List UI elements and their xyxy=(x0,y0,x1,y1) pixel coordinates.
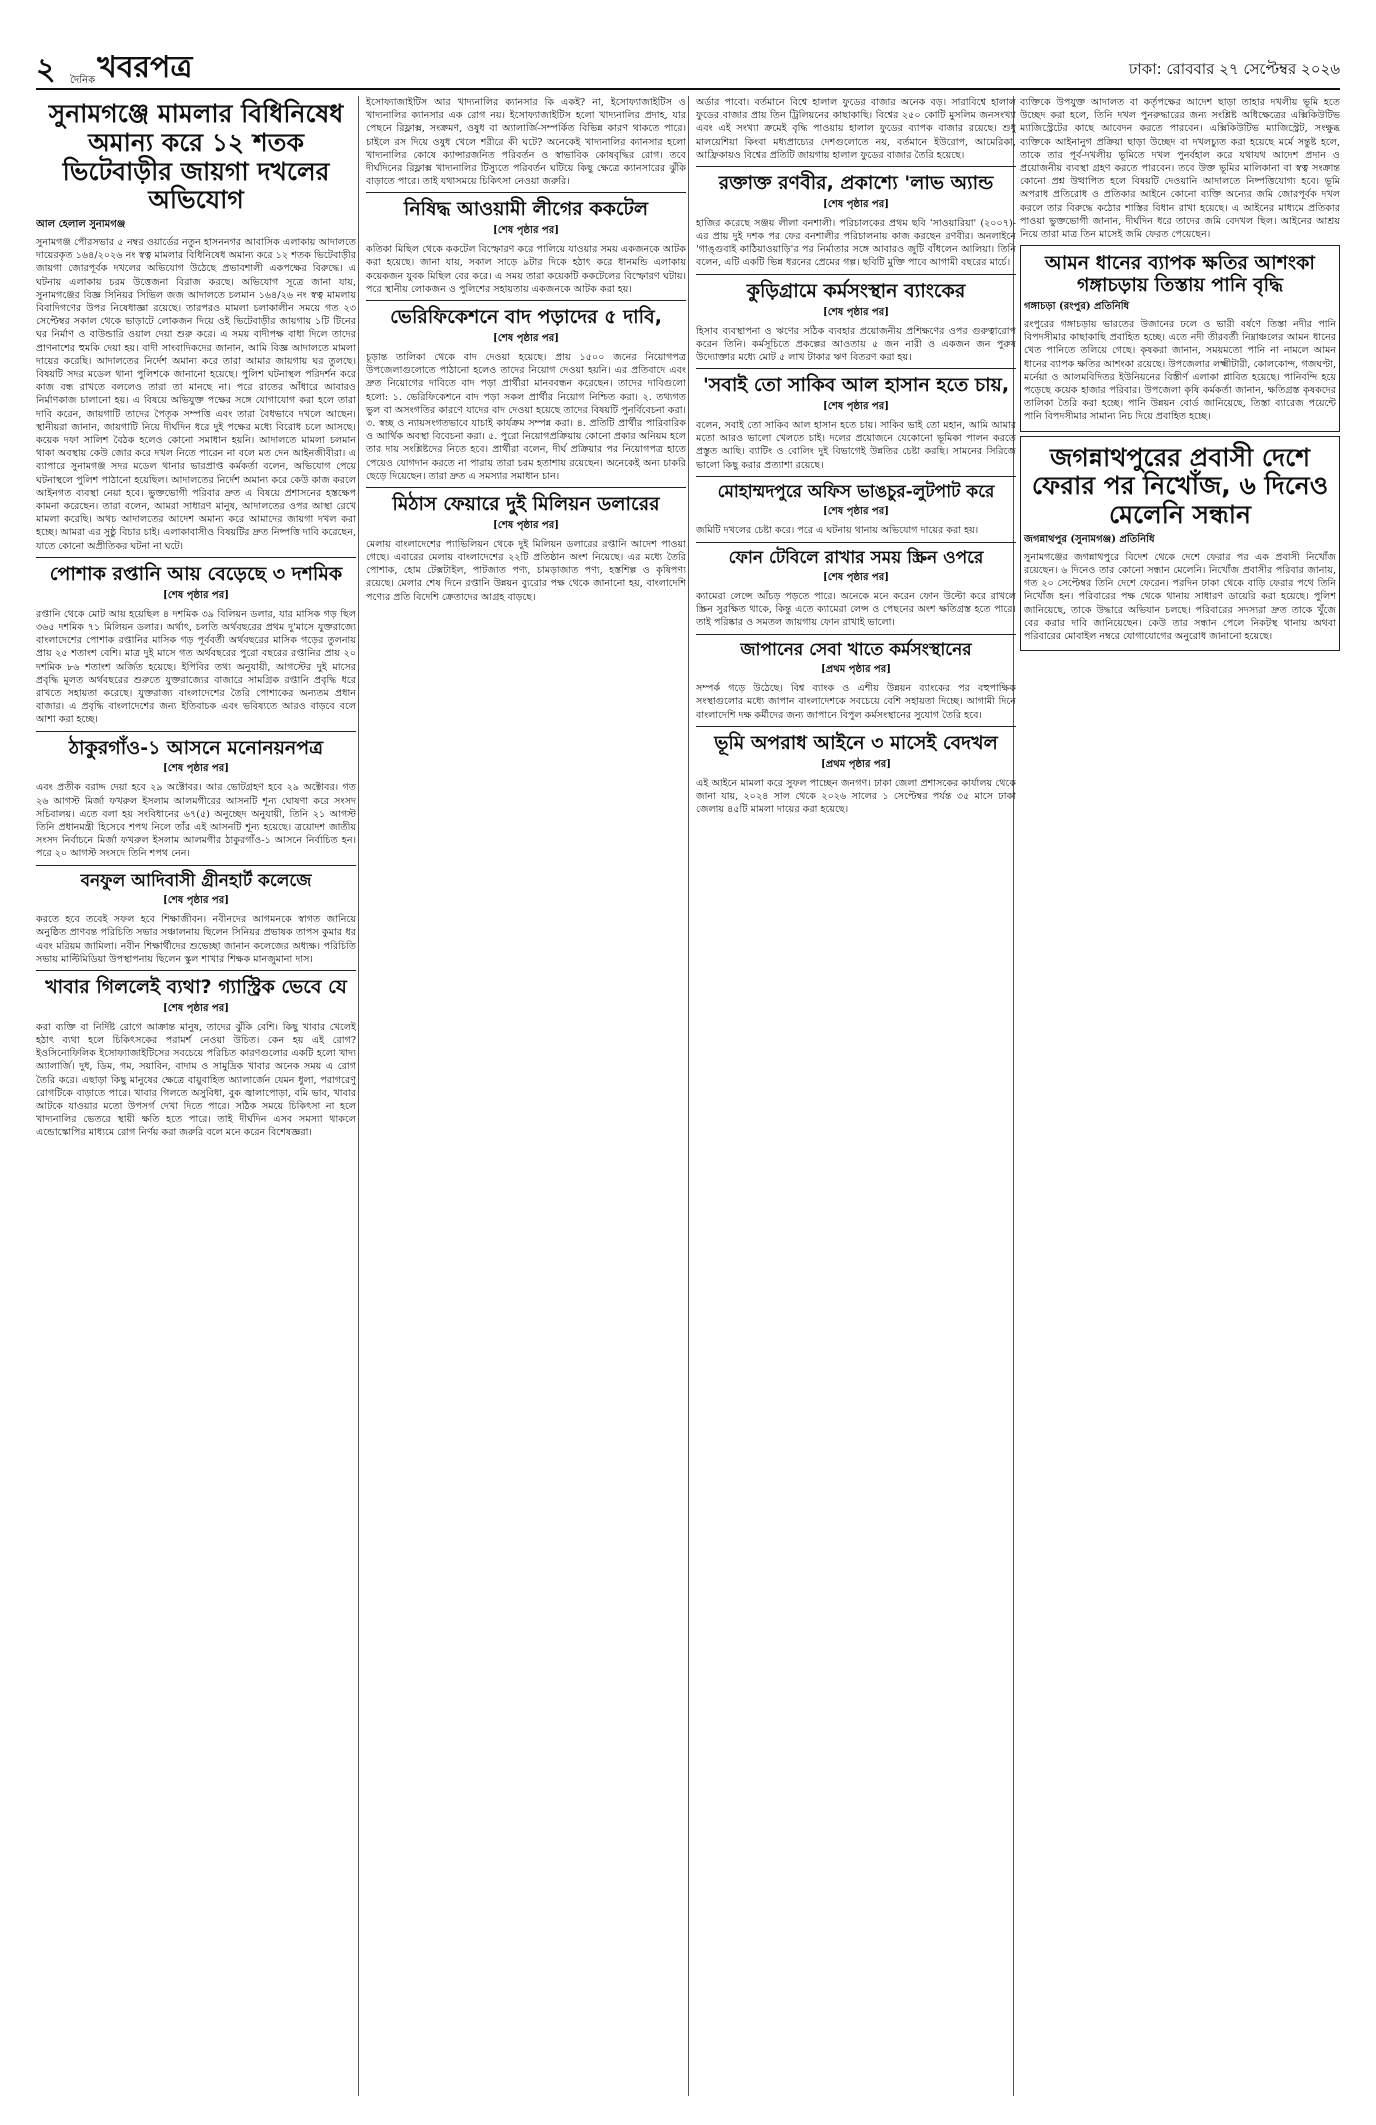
phone-body: ক্যামেরা লেন্সে আঁচড় পড়তে পারে। অনেকে মনে করেন ফোন উল্টো করে রাখলে স্ক্রিন সুরক্ষিত থাকে, কিন্তু এতে ক্যামেরা লেন্স ও পেছনের অংশ ক্ষতিগ্রস্ত হতে পারে। তাই পরিষ্কার ও সমতল জায়গায় ফোন রাখাই ভালো। xyxy=(696,591,1016,629)
kurigram-headline: কুড়িগ্রামে কর্মসংস্থান ব্যাংকের xyxy=(746,279,966,302)
export-headline: পোশাক রপ্তানি আয় বেড়েছে ৩ দশমিক xyxy=(49,562,343,585)
halal-body: অর্ডার পাবো। বর্তমানে বিশ্বে হালাল ফুডের বাজার অনেক বড়। সারাবিশ্বে হালাল ফুডের বাজার প্রায় তিন ট্রিলিয়নের কাছাকাছি। বিশ্বের ২৫০ কোটি মুসলিম জনসংখ্যা এবং এই সংখ্যা ক্রমেই বৃদ্ধি পাওয়ায় হালাল ফুডের ব্যাপক বাজার রয়েছে। শুধু মালয়েশিয়া কিংবা মধ্যপ্রাচ্যের দেশগুলোতে নয়, বর্তমানে ইউরোপ, আমেরিকা, আফ্রিকায়ও বিশ্বের প্রতিটি জায়গায় হালাল ফুডের বাজার তৈরি হয়েছে। xyxy=(696,97,1016,161)
awami-body: কতিকা মিছিল থেকে ককটেল বিস্ফোরণ করে পালিয়ে যাওয়ার সময় একজনকে আটক করা হয়েছে। জানা যায়, সকাল সাড়ে ৯টার দিকে হঠাৎ করে ধানমন্ডি এলাকায় কয়েকজন যুবক মিছিল বের করে। এ সময় তারা কয়েকটি ককটেলের বিস্ফোরণ ঘটায়। পরে স্থানীয় লোকজন ও পুলিশের সহায়তায় একজনকে আটক করা হয়। xyxy=(366,244,686,295)
awami-article xyxy=(366,192,686,296)
column-rule xyxy=(358,96,359,2096)
column-3 xyxy=(696,96,1016,2096)
thakurgaon-body: এবং প্রতীক বরাদ্দ দেয়া হবে ২৯ অক্টোবর। আর ভোটগ্রহণ হবে ২৯ অক্টোবর। গত ২৬ আগস্ট মির্জা ফখরুল ইসলাম আলমগীরের আসনটি শূন্য ঘোষণা করে সংসদ সচিবালয়। এতে বলা হয় সংবিধানের ৬৭(৫) অনুচ্ছেদ অনুযায়ী, তিনি ২১ আগস্ট তিনি প্রধানমন্ত্রী হিসেবে শপথ নিলে তাঁর এই আসনটি শূন্য হয়েছে। ত্রয়োদশ জাতীয় সংসদ নির্বাচনে মির্জা ফখরুল ইসলাম আলমগীর ঠাকুরগাঁও-১ আসনে নির্বাচিত হন। পরে ২০ আগস্ট সংসদে তিনি শপথ নেন। xyxy=(36,782,356,860)
gastric-headline: খাবার গিললেই ব্যথা? গ্যাস্ট্রিক ভেবে যে xyxy=(45,975,347,998)
japan-continuation: [প্রথম পৃষ্ঠার পর] xyxy=(821,664,891,676)
banaful-body: করতে হবে তবেই সফল হবে শিক্ষাজীবন। নবীনদের আগমনকে স্বাগত জানিয়ে অনুষ্ঠিত প্রাণবন্ত পরিচিতি সভার সঞ্চালনায় ছিলেন সিনিয়র প্রভাষক তাপস কুমার ধর এবং মরিয়ম জামিলা। নবীন শিক্ষার্থীদের শুভেচ্ছা জানান কলেজের অধ্যক্ষ। পরিচিতি সভায় মাল্টিমিডিয়া উপস্থাপনায় ছিলেন স্কুল শাখার শিক্ষক মানজুমানা দাস। xyxy=(36,914,356,965)
newspaper-logo xyxy=(70,50,192,86)
ranbir-body: হাজির করেছে সঞ্জয় লীলা বনশালী। পরিচালকের প্রথম ছবি 'সাওয়ারিয়া' (২০০৭)-এর প্রায় দুই দশক পর ফের বনশালীর পরিচালনায় কাজ করছেন রণবীর। অনলাইনে 'গাঙ্গুবাই কাঠিয়াওয়াড়ি'র পর নির্মাতার সঙ্গে আবারও জুটি বাঁধলেন আলিয়া। তিনি বলেন, এটি একটি ভিন্ন ধরনের প্রেমের গল্প। ছবিটি মুক্তি পাবে আগামী বছরের মার্চে। xyxy=(696,217,1016,269)
gastric-body: করা ব্যক্তি বা নির্দিষ্ট রোগে আক্রান্ত মানুষ, তাদের ঝুঁকি বেশি। কিছু খাবার খেলেই হঠাৎ ব্যথা হলে চিকিৎসকের পরামর্শ নেওয়া উচিত। কেন হয় এই রোগ? ইওসিনোফিলিক ইসোফ্যাজাইটিসের সবচেয়ে পরিচিত কারণগুলোর একটি হলো খাদ্য অ্যালার্জি। দুধ, ডিম, গম, সয়াবিন, বাদাম ও সামুদ্রিক খাবার অনেক সময় এ রোগ তৈরি করে। এছাড়া কিছু মানুষের ক্ষেত্রে বায়ুবাহিত অ্যালার্জেন যেমন ধুলা, পরাগরেণু রোগটিকে বাড়াতে পারে। খাবার গিলতে অসুবিধা, বুক জ্বালাপোড়া, বমি ভাব, খাবার আটকে যাওয়ার মতো উপসর্গ দেখা দিতে পারে। সঠিক সময়ে চিকিৎসা না হলে খাদ্যনালির ভেতরে স্থায়ী ক্ষতি হতে পারে। তাই দীর্ঘদিন এসব সমস্যা থাকলে এন্ডোস্কোপির মাধ্যমে রোগ নির্ণয় করা জরুরি বলে মনে করেন বিশেষজ্ঞরা। xyxy=(36,1021,356,1139)
lead-headline: সুনামগঞ্জে মামলার বিধিনিষেধ অমান্য করে ১২ শতক ভিটেবাড়ীর জায়গা দখলের অভিযোগ xyxy=(48,99,344,215)
land-body: এই আইনে মামলা করে সুফল পাচ্ছেন জনগণ। ঢাকা জেলা প্রশাসকের কার্যালয় থেকে জানা যায়, ২০২৪ সাল থেকে ২০২৬ সালের ১ সেপ্টেম্বর পর্যন্ত ৩৫ মাসে ঢাকা জেলায় ৪৫টি মামলা দায়ের করা হয়েছে। xyxy=(696,777,1016,816)
phone-continuation: [শেষ পৃষ্ঠার পর] xyxy=(823,572,889,584)
thakurgaon-continuation: [শেষ পৃষ্ঠার পর] xyxy=(163,763,229,775)
aman-headline: আমন ধানের ব্যাপক ক্ষতির আশংকা গঙ্গাচড়ায় তিস্তায় পানি বৃদ্ধি xyxy=(1045,252,1315,297)
awami-continuation: [শেষ পৃষ্ঠার পর] xyxy=(493,225,559,237)
fair-article xyxy=(366,487,686,604)
shakib-article xyxy=(696,368,1016,472)
gastric-continuation: [শেষ পৃষ্ঠার পর] xyxy=(163,1002,229,1014)
thakurgaon-headline: ঠাকুরগাঁও-১ আসনে মনোনয়নপত্র xyxy=(68,736,324,759)
kurigram-body: হিসাব ব্যবস্থাপনা ও ঋণের সঠিক ব্যবহার প্রয়োজনীয় প্রশিক্ষণের ওপর গুরুত্বারোপ করেন তিনি। কর্মসূচিতে প্রকল্পের আওতায় ৫ জন নারী ও একজন জন পুরুষ উদ্যোক্তার মধ্যে মোট ৫ লাখ টাকার ঋণ বিতরণ করা হয়। xyxy=(696,325,1016,363)
column-2 xyxy=(366,96,686,2096)
fair-body: মেলায় বাংলাদেশের প্যাভিলিয়ন থেকে দুই মিলিয়ন ডলারের রপ্তানি আদেশ পাওয়া গেছে। এবারের মেলায় বাংলাদেশের ২২টি প্রতিষ্ঠান অংশ নিয়েছে। এর মধ্যে তৈরি পোশাক, হোম টেক্সটাইল, পাটজাত পণ্য, চামড়াজাত পণ্য, হস্তশিল্প ও কৃষিপণ্য রয়েছে। মেলার শেষ দিনে রপ্তানি উন্নয়ন ব্যুরোর পক্ষ থেকে জানানো হয়, বাংলাদেশি পণ্যের প্রতি বিদেশি ক্রেতাদের আগ্রহ বাড়ছে। xyxy=(366,538,686,603)
thakurgaon-article xyxy=(36,731,356,861)
esophagitis-body: ইসোফ্যাজাইটিস আর খাদ্যনালির ক্যানসার কি একই? না, ইসোফ্যাজাইটিস ও খাদ্যনালির ক্যানসার এক রোগ নয়। ইসোফ্যাজাইটিস হলো খাদ্যনালির প্রদাহ, যার পেছনে রিফ্লাক্স, সংক্রমণ, ওষুধ বা অ্যালার্জি-সম্পর্কিত বিভিন্ন কারণ থাকতে পারে। চাইলে রস দিয়ে ওষুধ খেলে শরীরে কী ঘটে? অনেকেই খাদ্যনালির ক্যানসার হলো খাদ্যনালির কোষে ক্যান্সারজনিত পরিবর্তন ও স্বাভাবিক কোষবৃদ্ধির রোগ। তবে দীর্ঘদিনের রিফ্লাক্স খাদ্যনালির টিস্যুতে পরিবর্তন ঘটিয়ে কিছু ক্ষেত্রে ক্যানসারের ঝুঁকি বাড়াতে পারে। তাই যথাসময়ে চিকিৎসা নেওয়া জরুরি। xyxy=(366,97,686,188)
jagannathpur-body: সুনামগঞ্জের জগন্নাথপুরে বিদেশ থেকে দেশে ফেরার পর এক প্রবাসী নিখোঁজ রয়েছেন। ৬ দিনেও তার কোনো সন্ধান মেলেনি। নিখোঁজ প্রবাসীর পরিবার জানায়, গত ২০ সেপ্টেম্বর তিনি দেশে ফেরেন। পরদিন ঢাকা থেকে বাড়ি ফেরার পথে তিনি নিখোঁজ হন। পরিবারের পক্ষ থেকে থানায় সাধারণ ডায়েরি করা হয়েছে। পুলিশ জানিয়েছে, তাকে উদ্ধারে অভিযান চলছে। পরিবারের সদস্যরা দ্রুত তাকে খুঁজে বের করার দাবি জানিয়েছেন। কেউ তার সন্ধান পেলে নিকটস্থ থানায় অথবা পরিবারের মোবাইল নম্বরে যোগাযোগের অনুরোধ জানানো হয়েছে। xyxy=(1024,551,1336,643)
gastric-article xyxy=(36,970,356,1140)
mohammadpur-headline: মোহাম্মদপুরে অফিস ভাঙচুর-লুটপাট করে xyxy=(717,481,995,502)
phone-headline: ফোন টেবিলে রাখার সময় স্ক্রিন ওপরে xyxy=(728,547,984,568)
ranbir-article xyxy=(696,166,1016,270)
jagannathpur-article xyxy=(1020,436,1340,652)
mohammadpur-article xyxy=(696,476,1016,538)
page-number: ২ xyxy=(36,52,56,87)
verification-continuation: [শেষ পৃষ্ঠার পর] xyxy=(493,332,559,344)
export-article xyxy=(36,557,356,727)
japan-headline: জাপানের সেবা খাতে কর্মসংস্থানের xyxy=(740,639,972,660)
fair-headline: মিঠাস ফেয়ারে দুই মিলিয়ন ডলারের xyxy=(392,492,660,515)
column-1 xyxy=(36,96,356,2096)
banaful-continuation: [শেষ পৃষ্ঠার পর] xyxy=(163,895,229,907)
shakib-headline: 'সবাই তো সাকিব আল হাসান হতে চায়, xyxy=(702,374,1010,397)
banaful-article xyxy=(36,865,356,966)
land-continuation: [প্রথম পৃষ্ঠার পর] xyxy=(821,758,891,770)
kurigram-continuation: [শেষ পৃষ্ঠার পর] xyxy=(823,306,889,318)
land-law-body: ব্যক্তিকে উপযুক্ত আদালত বা কর্তৃপক্ষের আদেশ ছাড়া তাহার দখলীয় ভূমি হতে উচ্ছেদ করা হলে, তিনি দখল পুনরুদ্ধারের জন্য সংশ্লিষ্ট অধিক্ষেত্রের এক্সিকিউটিভ ম্যাজিস্ট্রেটের কাছে আবেদন করতে পারবেন। এক্সিকিউটিভ ম্যাজিস্ট্রেট, সংক্ষুব্ধ ব্যক্তিকে আইনানুগ প্রক্রিয়া ছাড়া উচ্ছেদ বা দখলচ্যুত করা হয়েছে মর্মে সন্তুষ্ট হলে, তাকে তার পূর্ব-দখলীয় ভূমিতে দখল পুনর্বহাল করে যথাযথ আদেশ প্রদান ও প্রয়োজনীয় ব্যবস্থা গ্রহণ করতে পারবেন। তবে উক্ত ভূমির মালিকানা বা স্বত্ব সংক্রান্ত কোনো প্রশ্ন উত্থাপিত হলে বিষয়টি দেওয়ানি আদালতে নিষ্পত্তিযোগ্য হবে। ভূমি অপরাধ প্রতিরোধ ও প্রতিকার আইনে কোনো ব্যক্তি অন্যের জমি জোরপূর্বক দখল করলে তার বিরুদ্ধে কঠোর শাস্তির বিধান রাখা হয়েছে। এ আইনের মাধ্যমে প্রতিকার পাওয়া ভুক্তভোগী জানান, দীর্ঘদিন ধরে তাদের জমি বেদখল ছিল। আইনের আশ্রয় নিয়ে তারা মাত্র তিন মাসেই জমি ফেরত পেয়েছেন। xyxy=(1020,97,1340,241)
column-4 xyxy=(1020,96,1340,2096)
verification-body: চূড়ান্ত তালিকা থেকে বাদ দেওয়া হয়েছে। প্রায় ১৫০০ জনের নিয়োগপত্র উপজেলাগুলোতে পাঠানো হলেও তাদের নিয়োগ দেওয়া হয়নি। এর প্রতিবাদে এবং দ্রুত নিয়োগের দাবিতে বাদ পড়া প্রার্থীরা মানববন্ধন করেছেন। তাদের দাবিগুলো হলো: ১. ভেরিফিকেশনে বাদ পড়া সকল প্রার্থীর নিয়োগ নিশ্চিত করা। ২. তথ্যগত ভুল বা অসংগতির কারণে যাদের বাদ দেওয়া হয়েছে তাদের বিষয়টি পুনর্বিবেচনা করা। ৩. স্বচ্ছ ও ন্যায়সংগতভাবে যাচাই কার্যক্রম সম্পন্ন করা। ৪. প্রতিটি প্রার্থীর পারিবারিক ও আর্থিক অবস্থা বিবেচনা করা। ৫. পুরো নিয়োগপ্রক্রিয়ায় কোনো প্রকার অনিয়ম হলে তার দায় সংশ্লিষ্টদের নিতে হবে। প্রার্থীরা বলেন, দীর্ঘ প্রক্রিয়ার পর নিয়োগপত্র হাতে পেয়েও যোগদান করতে না পারায় তারা চরম হতাশায় রয়েছেন। অনেকেই অন্য চাকরি ছেড়ে দিয়েছেন। তারা দ্রুত এ সমস্যার সমাধান চান। xyxy=(366,351,686,482)
verification-headline: ভেরিফিকেশনে বাদ পড়াদের ৫ দাবি, xyxy=(390,306,662,329)
export-continuation: [শেষ পৃষ্ঠার পর] xyxy=(163,589,229,601)
jagannathpur-byline: জগন্নাথপুর (সুনামগঞ্জ) প্রতিনিধি xyxy=(1024,533,1155,545)
japan-article xyxy=(696,634,1016,722)
verification-article xyxy=(366,300,686,483)
lead-byline: আল হেলাল সুনামগঞ্জ xyxy=(36,219,126,230)
masthead xyxy=(36,52,1340,90)
land-article xyxy=(696,726,1016,816)
aman-byline: গঙ্গাচড়া (রংপুর) প্রতিনিধি xyxy=(1024,300,1130,312)
mohammadpur-body: জমিটি দখলের চেষ্টা করে। পরে এ ঘটনায় থানায় অভিযোগ দায়ের করা হয়। xyxy=(696,525,979,537)
kurigram-article xyxy=(696,274,1016,364)
shakib-body: বলেন, সবাই তো সাকিব আল হাসান হতে চায়। সাকিব ভাই তো মহান, আমি আমার মতো আরও ভালো খেলতে চাই। দলের প্রয়োজনে যেকোনো ভূমিকা পালন করতে প্রস্তুত আছি। ব্যাটিং ও বোলিং দুই বিভাগেই উন্নতির চেষ্টা করছি। সামনের সিরিজে ভালো কিছু করার প্রত্যাশা রয়েছে। xyxy=(696,419,1016,471)
land-headline: ভূমি অপরাধ আইনে ৩ মাসেই বেদখল xyxy=(714,731,998,754)
logo-tagline: দৈনিক xyxy=(70,75,96,86)
shakib-continuation: [শেষ পৃষ্ঠার পর] xyxy=(823,400,889,412)
mohammadpur-continuation: [শেষ পৃষ্ঠার পর] xyxy=(823,506,889,518)
export-body: রপ্তানি থেকে মোট আয় হয়েছিল ৪ দশমিক ৩৯ বিলিয়ন ডলার, যার মাসিক গড় ছিল ৩৬৫ দশমিক ৭১ মিলিয়ন ডলার। অর্থাৎ, চলতি অর্থবছরের প্রথম দু'মাসে যুক্তরাজ্যে বাংলাদেশের পোশাক রপ্তানির মাসিক গড় পূর্ববর্তী অর্থবছরের মাসিক গড়ের তুলনায় প্রায় ২৫ শতাংশ বেশি। মাত্র দুই মাসে গত অর্থবছরের পুরো বছরের রপ্তানির প্রায় ২০ দশমিক ৮৬ শতাংশ অর্জিত হয়েছে। ইপিবির তথ্য অনুযায়ী, আগস্টের দুই মাসের প্রবৃদ্ধি মূলত অর্থবছরের শুরুতে যুক্তরাজ্যের বাজারে সামগ্রিক রপ্তানি প্রবৃদ্ধি ধরে রাখতে সহায়তা করেছে। যুক্তরাজ্য বাংলাদেশের তৈরি পোশাকের অন্যতম প্রধান বাজার। এ প্রবৃদ্ধি বাংলাদেশের জন্য ইতিবাচক এবং ভবিষ্যতে আরও বাড়বে বলে আশা করা হচ্ছে। xyxy=(36,608,356,726)
banaful-headline: বনফুল আদিবাসী গ্রীনহার্ট কলেজে xyxy=(80,870,312,891)
ranbir-headline: রক্তাক্ত রণবীর, প্রকাশ্যে 'লাভ অ্যান্ড xyxy=(718,172,994,195)
phone-article xyxy=(696,542,1016,630)
aman-article xyxy=(1020,245,1340,431)
fair-continuation: [শেষ পৃষ্ঠার পর] xyxy=(493,519,559,531)
column-rule xyxy=(688,96,689,2096)
dateline: ঢাকা: রোববার ২৭ সেপ্টেম্বর ২০২৬ xyxy=(1128,60,1340,78)
japan-body: সম্পর্ক গড়ে উঠেছে। বিশ্ব ব্যাংক ও এশীয় উন্নয়ন ব্যাংকের পর বহুপাক্ষিক সংস্থাগুলোর মধ্যে জাপান বাংলাদেশকে সবচেয়ে বেশি সহায়তা দিচ্ছে। আগামী দিনে বাংলাদেশি দক্ষ কর্মীদের জন্য জাপানে বিপুল কর্মসংস্থানের সুযোগ তৈরি হবে। xyxy=(696,683,1016,721)
awami-headline: নিষিদ্ধ আওয়ামী লীগের ককটেল xyxy=(403,198,649,221)
logo-name: খবরপত্র xyxy=(97,50,193,85)
ranbir-continuation: [শেষ পৃষ্ঠার পর] xyxy=(823,198,889,210)
lead-article-body: সুনামগঞ্জ পৌরসভার ৫ নম্বর ওয়ার্ডের নতুন হাসননগর আবাসিক এলাকায় আদালতে দায়েরকৃত ১৬৪/২০২৬ নং স্বত্ব মামলার বিধিনিষেধ অমান্য করে ১২ শতক ভিটেবাড়ীর জায়গা জোরপূর্বক দখলের অভিযোগ উঠেছে প্রভাবশালী একপক্ষের বিরুদ্ধে। এ ঘটনায় এলাকায় চরম উত্তেজনা বিরাজ করছে। অভিযোগ সূত্রে জানা যায়, সুনামগঞ্জের বিজ্ঞ সিনিয়র সিভিল জজ আদালতে চলমান ১৬৪/২৬ নং স্বত্ব মামলায় বিবাদিগণের উপর নিষেধাজ্ঞা রয়েছে। তারপরও মামলা চলাকালীন সময়ে গত ২৩ সেপ্টেম্বর সকাল থেকে ভাড়াটে লোকজন দিয়ে ওই ভিটেবাড়ীর জায়গায় ১টি টিনের ঘর নির্মাণ ও বাউন্ডারি ওয়াল দেয়া শুরু করে। এ সময় বাদীপক্ষ বাধা দিলে তাদের প্রাণনাশের হুমকি দেয়া হয়। বাদী সাংবাদিকদের জানান, আমি বিজ্ঞ আদালতে মামলা দায়ের করেছি। আদালতের নির্দেশ অমান্য করে তারা আমার জায়গায় ঘর তুলছে। বিষয়টি সদর মডেল থানা পুলিশকে জানানো হয়েছে। পুলিশ ঘটনাস্থল পরিদর্শন করে কাজ বন্ধ রাখতে বললেও তারা তা মানছে না। পরে রাতের আঁধারে আবারও নির্মাণকাজ চালানো হয়। এ বিষয়ে অভিযুক্ত পক্ষের সঙ্গে যোগাযোগ করা হলে তারা দাবি করেন, জায়গাটি তাদের পৈতৃক সম্পত্তি এবং তারা বৈধভাবে দখলে আছেন। স্থানীয়রা জানান, জায়গাটি নিয়ে দীর্ঘদিন ধরে দুই পক্ষের মধ্যে বিরোধ চলে আসছে। কয়েক দফা সালিশ বৈঠক হলেও কোনো সমাধান হয়নি। আদালতে মামলা চলমান থাকা অবস্থায় কেউ জোর করে দখল নিতে পারেন না বলে মত দেন আইনজীবীরা। এ ব্যাপারে সুনামগঞ্জ সদর মডেল থানার ভারপ্রাপ্ত কর্মকর্তা বলেন, অভিযোগ পেয়ে ঘটনাস্থলে পুলিশ পাঠানো হয়েছিল। আদালতের নির্দেশ অমান্য করে কেউ কাজ করলে আইনগত ব্যবস্থা নেয়া হবে। ভুক্তভোগী পরিবার দ্রুত এ বিষয়ে প্রশাসনের হস্তক্ষেপ কামনা করেছেন। তারা বলেন, আমরা সাধারণ মানুষ, আদালতের ওপর আস্থা রেখে মামলা করেছি। অথচ আদালতের আদেশ অমান্য করে আমাদের জায়গা দখল করা হচ্ছে। আমরা এর সুষ্ঠু বিচার চাই। এলাকাবাসীও বিষয়টির দ্রুত নিষ্পত্তি দাবি করেছেন, যাতে কোনো অপ্রীতিকর ঘটনা না ঘটে। xyxy=(36,237,356,552)
jagannathpur-headline: জগন্নাথপুরের প্রবাসী দেশে ফেরার পর নিখোঁজ, ৬ দিনেও মেলেনি সন্ধান xyxy=(1031,442,1329,530)
aman-body: রংপুরের গঙ্গাচড়ায় ভারতের উজানের ঢলে ও ভারী বর্ষণে তিস্তা নদীর পানি বিপদসীমার কাছাকাছি প্রবাহিত হচ্ছে। এতে নদী তীরবর্তী নিম্নাঞ্চলের আমন ধানের খেত পানিতে তলিয়ে গেছে। কৃষকরা জানান, সময়মতো পানি না নামলে আমন ধানের ব্যাপক ক্ষতির আশংকা রয়েছে। উপজেলার লক্ষ্মীটারী, কোলকোন্দ, গজঘণ্টা, মর্নেয়া ও আলমবিদিতর ইউনিয়নের বিস্তীর্ণ এলাকা প্লাবিত হয়েছে। পানিবন্দি হয়ে পড়েছে কয়েক হাজার পরিবার। উপজেলা কৃষি কর্মকর্তা জানান, ক্ষতিগ্রস্ত কৃষকদের তালিকা তৈরি করা হচ্ছে। পানি উন্নয়ন বোর্ড জানিয়েছে, তিস্তা ব্যারেজ পয়েন্টে পানি বিপদসীমার সামান্য নিচ দিয়ে প্রবাহিত হচ্ছে। xyxy=(1024,318,1336,423)
